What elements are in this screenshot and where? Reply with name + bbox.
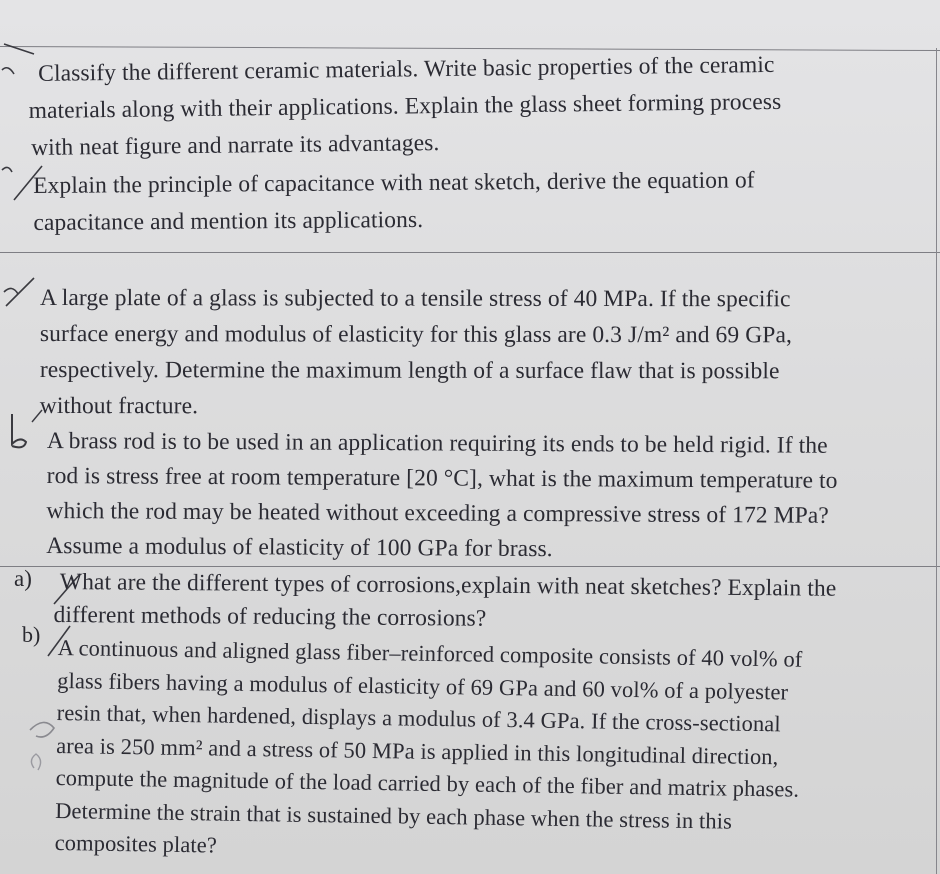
question-line: with neat figure and narrate its advantages. xyxy=(30,130,440,162)
question-line: Determine the strain that is sustained by each phase when the stress in this xyxy=(55,797,733,834)
question-line: area is 250 mm² and a stress of 50 MPa is applied in this longitudinal direction, xyxy=(56,732,779,769)
question-capacitance xyxy=(33,162,755,242)
question-line: which the rod may be heated without exceeding a compressive stress of 172 MPa? xyxy=(46,497,829,529)
question-line: composites plate? xyxy=(54,829,218,858)
question-glass-plate xyxy=(40,280,792,425)
question-line: Classify the different ceramic materials. Write basic properties of the ceramic xyxy=(38,51,775,87)
question-line: rod is stress free at room temperature [20 °C], what is the maximum temperature to xyxy=(46,462,838,494)
question-line: respectively. Determine the maximum length of a surface flaw that is possible xyxy=(39,356,780,385)
question-line: capacitance and mention its applications. xyxy=(33,206,424,236)
question-line: Assume a modulus of elasticity of 100 GPa for brass. xyxy=(46,532,553,563)
question-line: glass fibers having a modulus of elasticity of 69 GPa and 60 vol% of a polyester xyxy=(57,667,789,704)
table-rule xyxy=(936,48,937,874)
question-line: A continuous and aligned glass fiber–reinforced composite consists of 40 vol% of xyxy=(57,634,803,672)
question-line: materials along with their applications. Explain the glass sheet forming process xyxy=(28,88,782,125)
question-line: without fracture. xyxy=(39,392,199,420)
question-ceramics xyxy=(28,47,782,167)
question-line: Explain the principle of capacitance with neat sketch, derive the equation of xyxy=(33,167,755,199)
question-marker: b) xyxy=(22,622,41,647)
question-line: What are the different types of corrosions,explain with neat sketches? Explain the xyxy=(59,568,837,602)
question-line: compute the magnitude of the load carried by each of the fiber and matrix phases. xyxy=(55,764,800,802)
question-marker: a) xyxy=(14,566,32,591)
question-line: resin that, when hardened, displays a modulus of 3.4 GPa. If the cross-sectional xyxy=(56,699,781,737)
question-corrosion xyxy=(53,566,837,639)
question-line: different methods of reducing the corrosions? xyxy=(53,601,487,632)
question-composite xyxy=(54,632,802,871)
question-line: A large plate of a glass is subjected to a tensile stress of 40 MPa. If the specific xyxy=(39,285,791,313)
table-rule xyxy=(0,252,940,253)
question-line: A brass rod is to be used in an application requiring its ends to be held rigid. If the xyxy=(46,427,828,459)
question-brass-rod xyxy=(46,424,838,569)
question-line: surface energy and modulus of elasticity for this glass are 0.3 J/m² and 69 GPa, xyxy=(39,320,793,349)
